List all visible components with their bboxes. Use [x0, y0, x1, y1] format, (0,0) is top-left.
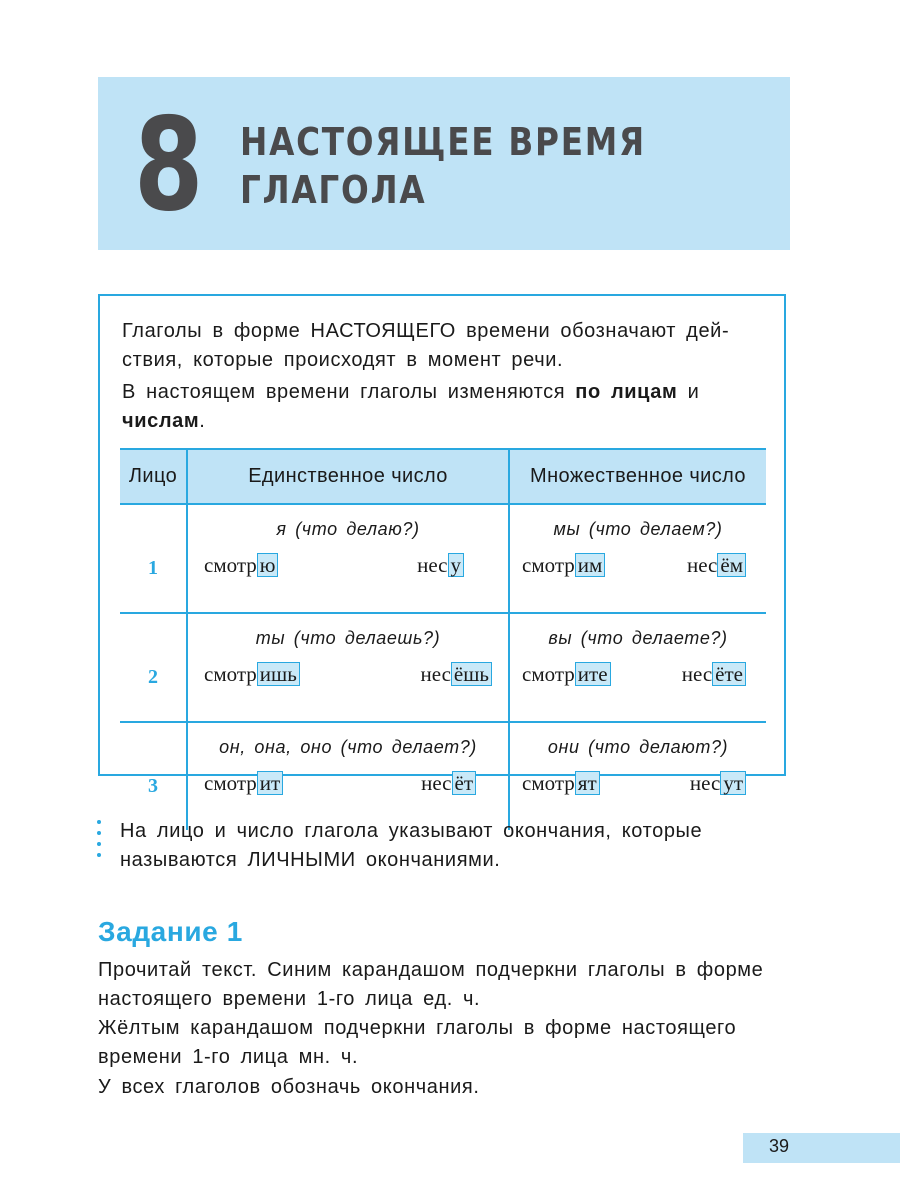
ending-box: ём: [717, 553, 746, 577]
page-number-box: [743, 1133, 900, 1163]
verb-form: нес у: [417, 553, 464, 581]
verb-form: нес ёт: [421, 771, 476, 799]
note-dots-marker: [97, 820, 103, 872]
ending-box: ю: [257, 553, 279, 577]
chapter-title-line1: НАСТОЯЩЕЕ ВРЕМЯ: [240, 120, 646, 164]
singular-cell: [187, 504, 509, 613]
verb-form: нес ёшь: [421, 662, 492, 690]
plural-cell: [509, 722, 766, 830]
note-text: [120, 817, 800, 875]
table-row: [120, 504, 766, 613]
table-row: [120, 722, 766, 830]
task-paragraph-2: Жёлтым карандашом подчеркни глаголы в форме настоящего времени 1-го лица мн. ч.: [98, 1017, 737, 1068]
ending-box: ёте: [712, 662, 746, 686]
face-number: 3: [148, 775, 158, 797]
ending-box: ишь: [257, 662, 300, 686]
singular-cell: [187, 722, 509, 830]
task-paragraph-3: У всех глаголов обозначь окончания.: [98, 1076, 480, 1098]
rule-bold-persons: по лицам: [575, 381, 678, 403]
page-number: 39: [769, 1136, 790, 1156]
ending-box: ёшь: [451, 662, 492, 686]
chapter-title: [240, 118, 646, 214]
face-number: 2: [120, 613, 187, 722]
table-row: [120, 613, 766, 722]
conjugation-table: [120, 448, 766, 830]
ending-box: ут: [720, 771, 746, 795]
question: вы (что делаете?): [548, 628, 728, 648]
singular-cell: [187, 613, 509, 722]
verb-form: нес ём: [687, 553, 746, 581]
table-header-row: [120, 449, 766, 504]
verb-form: смотр ят: [522, 771, 600, 799]
ending-box: ите: [575, 662, 611, 686]
question: ты (что делаешь?): [255, 628, 441, 648]
plural-cell: [509, 613, 766, 722]
ending-box: ит: [257, 771, 283, 795]
ending-box: ёт: [452, 771, 477, 795]
rule-paragraph-1: Глаголы в форме НАСТОЯЩЕГО времени обозначают дей-ствия, которые происходят в момент речи.: [122, 320, 730, 371]
plural-cell: [509, 504, 766, 613]
rule-paragraph-2: В настоящем времени глаголы изменяются по лицам и числам.: [122, 381, 700, 432]
header-singular: Единственное число: [187, 449, 509, 504]
chapter-title-line2: ГЛАГОЛА: [240, 168, 427, 212]
chapter-number: 8: [134, 91, 204, 240]
ending-box: ят: [575, 771, 600, 795]
question: мы (что делаем?): [553, 519, 723, 539]
note-line-1: На лицо и число глагола указывают окончания, которые: [120, 820, 703, 842]
verb-form: смотр им: [522, 553, 605, 581]
question: я (что делаю?): [276, 519, 420, 539]
verb-form: смотр ю: [204, 553, 278, 581]
face-number: 1: [120, 504, 187, 613]
ending-box: им: [575, 553, 606, 577]
rule-bold-numbers: числам: [122, 410, 200, 432]
ending-box: у: [448, 553, 465, 577]
task-paragraph-1: Прочитай текст. Синим карандашом подчеркни глаголы в форме настоящего времени 1-го лица ед. ч.: [98, 959, 764, 1010]
verb-form: смотр ишь: [204, 662, 300, 690]
verb-form: смотр ите: [522, 662, 611, 690]
question: они (что делают?): [547, 737, 729, 757]
verb-form: нес ёте: [682, 662, 746, 690]
header-face: Лицо: [120, 449, 187, 504]
task-title: Задание 1: [98, 916, 243, 947]
verb-form: смотр ит: [204, 771, 283, 799]
header-plural: Множественное число: [509, 449, 766, 504]
note-line-2: называются ЛИЧНЫМИ окончаниями.: [120, 849, 501, 871]
question: он, она, оно (что делает?): [219, 737, 477, 757]
verb-form: нес ут: [690, 771, 746, 799]
